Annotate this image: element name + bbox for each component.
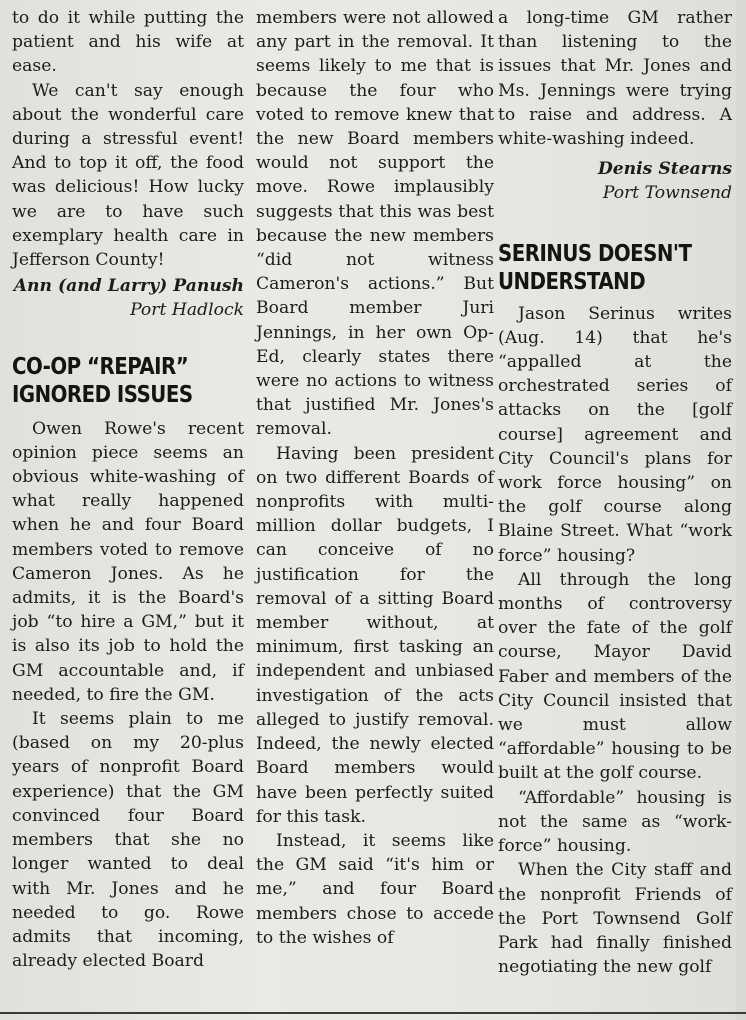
signature-town: Port Townsend <box>602 183 732 204</box>
letter-paragraph: It seems plain to me (based on my 20-plus years of nonprofit Board experience) that the GM convinced four Board members that she no longer wanted to deal with Mr. Jones and he needed to go. Rowe admits that incoming, already elected Board <box>12 709 244 972</box>
signature-town: Port Hadlock <box>130 300 244 321</box>
signature-name: Ann (and Larry) Panush <box>13 276 244 297</box>
page-edge <box>736 0 746 1020</box>
letter-signature <box>12 274 244 322</box>
letter-end-paragraph: to do it while putting the patient and his wife at ease. <box>12 8 244 77</box>
letter-paragraph: Owen Rowe's recent opinion piece seems an obvious white-washing of what really happened when he and four Board members voted to remove Cameron Jones. As he admits, it is the Board's job “to hire a GM,” but it is also its job to hold the GM accountable and, if needed, to fire the GM. <box>12 418 244 705</box>
letter-paragraph: All through the long months of controversy over the fate of the golf course, Mayor David Faber and members of the City Council insisted that we must allow “affordable” housing to be built at the golf course. <box>498 569 732 784</box>
letter-paragraph: Instead, it seems like the GM said “it's him or me,” and four Board members chose to accede to the wishes of <box>256 830 494 948</box>
headline-serinus <box>498 240 699 296</box>
column-right <box>498 6 732 979</box>
letter-paragraph: We can't say enough about the wonderful care during a stressful event! And to top it off, the food was delicious! How lucky we are to have such exemplary health care in Jefferson County! <box>12 80 244 271</box>
headline-coop-repair <box>12 353 212 409</box>
letter-paragraph: Jason Serinus writes (Aug. 14) that he's “appalled at the orchestrated series of attacks on the [golf course] agreement and City Council's plans for work force housing” on the golf course along Blaine Street. What “work force” housing? <box>498 303 732 566</box>
bottom-rule <box>0 1012 746 1014</box>
headline-line: UNDERSTAND <box>498 268 646 295</box>
headline-line: IGNORED ISSUES <box>12 381 193 408</box>
column-left <box>12 6 244 973</box>
letter-paragraph: members were not allowed any part in the removal. It seems likely to me that is because the four who voted to remove knew that the new Board members would not support the move. Rowe implausibly suggests that this was best because the new members “did not witness Cameron's actions.” But Board member Juri Jennings, in her own Op-Ed, clearly states there were no actions to witness that justified Mr. Jones's removal. <box>256 8 494 440</box>
signature-name: Denis Stearns <box>597 159 732 180</box>
column-middle <box>256 6 494 950</box>
letter-paragraph: “Affordable” housing is not the same as “work-force” housing. <box>498 787 732 857</box>
letter-end-paragraph: a long-time GM rather than listening to the issues that Mr. Jones and Ms. Jennings were trying to raise and address. A white-washing indeed. <box>498 8 732 150</box>
headline-line: SERINUS DOESN'T <box>498 240 692 267</box>
letter-paragraph: When the City staff and the nonprofit Friends of the Port Townsend Golf Park had finally finished negotiating the new golf <box>498 860 732 978</box>
letter-paragraph: Having been president on two different Boards of nonprofits with multi-million dollar budgets, I can conceive of no justification for the removal of a sitting Board member without, at minimum, first tasking an independent and unbiased investigation of the acts alleged to justify removal. Indeed, the newly elected Board members would have been perfectly suited for this task. <box>256 443 494 827</box>
letter-signature <box>498 157 732 205</box>
headline-line: CO-OP “REPAIR” <box>12 353 189 380</box>
